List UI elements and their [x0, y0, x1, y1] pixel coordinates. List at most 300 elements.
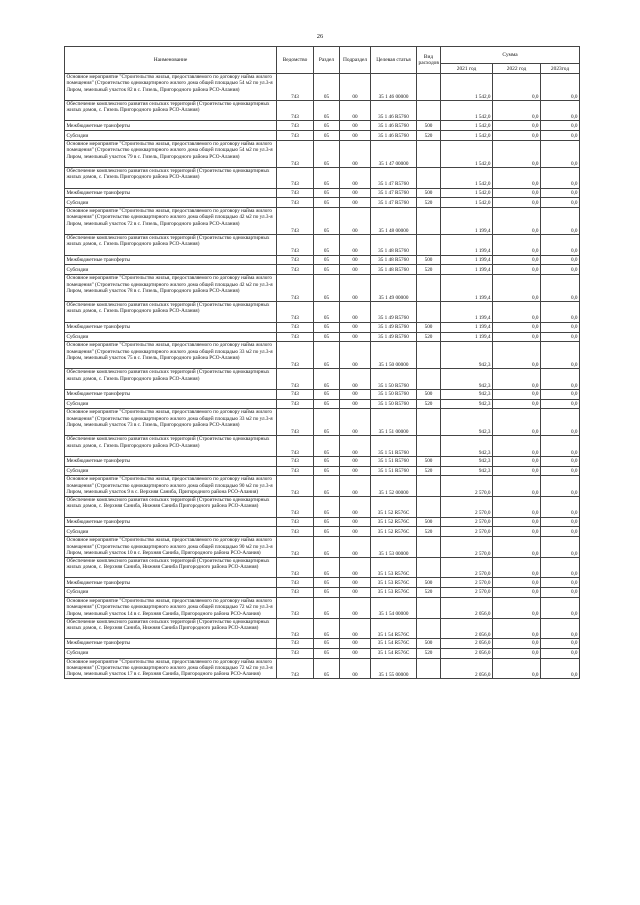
cell-2021: 1 199,4: [441, 302, 493, 323]
cell-2022: 0,0: [493, 389, 541, 399]
cell-target: 35 1 46 R5760: [371, 100, 417, 121]
cell-2021: 1 542,0: [441, 131, 493, 141]
cell-target: 35 1 53 R576C: [371, 557, 417, 578]
table-row: [65, 456, 580, 466]
cell-2023: 0,0: [541, 639, 580, 649]
cell-name: Основное мероприятие "Строительство жилья, предоставляемого по договору найма жилого помещения" (Строительство одноквартирного жилого дома общей площадью 72 м2 по ул.3-я Лиром, земельный участок 17 в с. Верхняя Саниба, Пригородного района РСО-Алания): [65, 658, 277, 679]
cell-section: 05: [314, 167, 340, 188]
cell-2021: 2 570,0: [441, 537, 493, 558]
cell-2022: 0,0: [493, 399, 541, 409]
table-row: [65, 578, 580, 588]
cell-dept: 743: [277, 527, 314, 537]
cell-subsection: 00: [340, 497, 371, 518]
cell-name: Межбюджетные трансферты: [65, 578, 277, 588]
cell-section: 05: [314, 255, 340, 265]
cell-name: Основное мероприятие "Строительство жилья, предоставляемого по договору найма жилого помещения" (Строительство одноквартирного жилого дома общей площадью 54 м2 по ул.3-я Лиром, земельный участок 79 в с. Гизель, Пригородного района РСО-Алания): [65, 141, 277, 168]
cell-dept: 743: [277, 517, 314, 527]
cell-2022: 0,0: [493, 618, 541, 639]
cell-target: 35 1 50 00000: [371, 342, 417, 369]
cell-section: 05: [314, 456, 340, 466]
cell-dept: 743: [277, 369, 314, 390]
cell-target: 35 1 47 R5760: [371, 198, 417, 208]
cell-expense-type: 500: [417, 255, 441, 265]
cell-expense-type: 500: [417, 456, 441, 466]
cell-dept: 743: [277, 557, 314, 578]
cell-name: Основное мероприятие "Строительство жилья, предоставляемого по договору найма жилого помещения" (Строительство одноквартирного жилого дома общей площадью 33 м2 по ул.3-я Лиром, земельный участок 73 в с. Гизель, Пригородного района РСО-Алания): [65, 409, 277, 436]
table-row: [65, 537, 580, 558]
cell-2022: 0,0: [493, 476, 541, 497]
table-row: [65, 131, 580, 141]
cell-expense-type: 520: [417, 198, 441, 208]
cell-target: 35 1 52 R576C: [371, 527, 417, 537]
cell-2022: 0,0: [493, 265, 541, 275]
cell-section: 05: [314, 131, 340, 141]
cell-expense-type: [417, 436, 441, 457]
cell-target: 35 1 49 R5760: [371, 302, 417, 323]
cell-target: 35 1 52 R576C: [371, 517, 417, 527]
cell-expense-type: [417, 658, 441, 679]
cell-2023: 0,0: [541, 275, 580, 302]
cell-section: 05: [314, 188, 340, 198]
cell-name: Обеспечение комплексного развития сельских территорий (Строительство одноквартирных жилых домов, с. Гизель Пригородного района РСО-Алания): [65, 369, 277, 390]
cell-expense-type: [417, 598, 441, 619]
cell-target: 35 1 50 R5760: [371, 369, 417, 390]
cell-expense-type: [417, 208, 441, 235]
cell-section: 05: [314, 332, 340, 342]
cell-subsection: 00: [340, 409, 371, 436]
cell-section: 05: [314, 527, 340, 537]
cell-2023: 0,0: [541, 466, 580, 476]
cell-2023: 0,0: [541, 141, 580, 168]
cell-2023: 0,0: [541, 527, 580, 537]
cell-dept: 743: [277, 322, 314, 332]
cell-dept: 743: [277, 74, 314, 101]
cell-2023: 0,0: [541, 302, 580, 323]
cell-2022: 0,0: [493, 369, 541, 390]
cell-2023: 0,0: [541, 198, 580, 208]
cell-dept: 743: [277, 198, 314, 208]
cell-name: Субсидии: [65, 131, 277, 141]
table-row: [65, 208, 580, 235]
cell-subsection: 00: [340, 456, 371, 466]
cell-2022: 0,0: [493, 188, 541, 198]
cell-section: 05: [314, 369, 340, 390]
cell-2022: 0,0: [493, 436, 541, 457]
page-number: 26: [316, 33, 324, 40]
cell-subsection: 00: [340, 436, 371, 457]
cell-section: 05: [314, 476, 340, 497]
cell-2021: 2 056,0: [441, 618, 493, 639]
header-2022: 2022 год: [493, 64, 541, 74]
cell-expense-type: [417, 342, 441, 369]
header-subsection: Подраздел: [340, 47, 371, 74]
table-row: [65, 188, 580, 198]
cell-target: 35 1 55 00000: [371, 658, 417, 679]
cell-dept: 743: [277, 389, 314, 399]
cell-2021: 2 570,0: [441, 517, 493, 527]
table-row: [65, 74, 580, 101]
cell-2021: 1 542,0: [441, 100, 493, 121]
cell-2022: 0,0: [493, 121, 541, 131]
cell-dept: 743: [277, 208, 314, 235]
cell-expense-type: 500: [417, 188, 441, 198]
budget-table: [64, 46, 580, 679]
cell-2021: 1 199,4: [441, 275, 493, 302]
cell-expense-type: 520: [417, 466, 441, 476]
cell-name: Обеспечение комплексного развития сельских территорий (Строительство одноквартирных жилых домов, с. Верхняя Саниба, Нижняя Саниба Пригородного района РСО-Алания): [65, 497, 277, 518]
table-row: [65, 100, 580, 121]
cell-2022: 0,0: [493, 131, 541, 141]
table-row: [65, 598, 580, 619]
cell-2023: 0,0: [541, 588, 580, 598]
cell-subsection: 00: [340, 322, 371, 332]
cell-dept: 743: [277, 456, 314, 466]
cell-2022: 0,0: [493, 456, 541, 466]
cell-2023: 0,0: [541, 121, 580, 131]
cell-name: Межбюджетные трансферты: [65, 389, 277, 399]
cell-2021: 2 056,0: [441, 649, 493, 659]
cell-subsection: 00: [340, 537, 371, 558]
cell-2022: 0,0: [493, 578, 541, 588]
cell-target: 35 1 51 R5760: [371, 456, 417, 466]
cell-2022: 0,0: [493, 100, 541, 121]
table-row: [65, 588, 580, 598]
cell-2022: 0,0: [493, 497, 541, 518]
header-row: [65, 47, 580, 64]
table-row: [65, 389, 580, 399]
cell-name: Обеспечение комплексного развития сельских территорий (Строительство одноквартирных жилых домов, с. Гизель Пригородного района РСО-Алания): [65, 235, 277, 256]
cell-name: Межбюджетные трансферты: [65, 188, 277, 198]
cell-section: 05: [314, 342, 340, 369]
cell-2023: 0,0: [541, 332, 580, 342]
cell-dept: 743: [277, 658, 314, 679]
cell-subsection: 00: [340, 74, 371, 101]
cell-2021: 2 570,0: [441, 588, 493, 598]
cell-dept: 743: [277, 332, 314, 342]
cell-subsection: 00: [340, 578, 371, 588]
table-row: [65, 476, 580, 497]
table-row: [65, 322, 580, 332]
cell-subsection: 00: [340, 302, 371, 323]
table-row: [65, 302, 580, 323]
cell-2023: 0,0: [541, 74, 580, 101]
table-body: [65, 74, 580, 679]
cell-2021: 942,3: [441, 342, 493, 369]
table-row: [65, 517, 580, 527]
cell-2023: 0,0: [541, 255, 580, 265]
cell-2021: 1 542,0: [441, 121, 493, 131]
cell-section: 05: [314, 74, 340, 101]
cell-expense-type: 520: [417, 265, 441, 275]
cell-2022: 0,0: [493, 537, 541, 558]
cell-2023: 0,0: [541, 342, 580, 369]
cell-2023: 0,0: [541, 476, 580, 497]
cell-target: 35 1 51 00000: [371, 409, 417, 436]
cell-dept: 743: [277, 100, 314, 121]
cell-2022: 0,0: [493, 302, 541, 323]
cell-dept: 743: [277, 639, 314, 649]
cell-2022: 0,0: [493, 322, 541, 332]
cell-section: 05: [314, 578, 340, 588]
cell-expense-type: [417, 618, 441, 639]
cell-name: Основное мероприятие "Строительство жилья, предоставляемого по договору найма жилого помещения" (Строительство одноквартирного жилого дома общей площадью 90 м2 по ул.3-я Лиром, земельный участок 9 в с. Верхняя Саниба, Пригородного района РСО-Алания): [65, 476, 277, 497]
cell-subsection: 00: [340, 399, 371, 409]
cell-subsection: 00: [340, 121, 371, 131]
cell-expense-type: [417, 74, 441, 101]
cell-target: 35 1 54 R576C: [371, 649, 417, 659]
cell-subsection: 00: [340, 639, 371, 649]
cell-2023: 0,0: [541, 649, 580, 659]
cell-target: 35 1 49 00000: [371, 275, 417, 302]
cell-2021: 1 542,0: [441, 74, 493, 101]
cell-target: 35 1 54 R576C: [371, 618, 417, 639]
cell-name: Основное мероприятие "Строительство жилья, предоставляемого по договору найма жилого помещения" (Строительство одноквартирного жилого дома общей площадью 33 м2 по ул.3-я Лиром, земельный участок 75 в с. Гизель, Пригородного района РСО-Алания): [65, 342, 277, 369]
cell-dept: 743: [277, 302, 314, 323]
cell-2021: 1 199,4: [441, 255, 493, 265]
cell-2021: 1 199,4: [441, 265, 493, 275]
header-target: Целевая статья: [371, 47, 417, 74]
cell-2021: 1 542,0: [441, 141, 493, 168]
cell-dept: 743: [277, 588, 314, 598]
cell-2022: 0,0: [493, 639, 541, 649]
header-name: Наименование: [65, 47, 277, 74]
cell-dept: 743: [277, 121, 314, 131]
cell-subsection: 00: [340, 342, 371, 369]
cell-name: Субсидии: [65, 588, 277, 598]
cell-target: 35 1 52 00000: [371, 476, 417, 497]
table-row: [65, 275, 580, 302]
cell-subsection: 00: [340, 235, 371, 256]
cell-2022: 0,0: [493, 527, 541, 537]
cell-section: 05: [314, 588, 340, 598]
cell-2023: 0,0: [541, 208, 580, 235]
cell-target: 35 1 47 R5760: [371, 188, 417, 198]
cell-2023: 0,0: [541, 409, 580, 436]
cell-dept: 743: [277, 255, 314, 265]
cell-2022: 0,0: [493, 74, 541, 101]
cell-expense-type: [417, 141, 441, 168]
cell-dept: 743: [277, 618, 314, 639]
cell-2021: 2 056,0: [441, 639, 493, 649]
cell-target: 35 1 48 R5760: [371, 235, 417, 256]
cell-2021: 2 056,0: [441, 598, 493, 619]
cell-expense-type: 500: [417, 639, 441, 649]
cell-2021: 1 199,4: [441, 322, 493, 332]
cell-name: Обеспечение комплексного развития сельских территорий (Строительство одноквартирных жилых домов, с. Гизель Пригородного района РСО-Алания): [65, 100, 277, 121]
cell-2021: 942,3: [441, 436, 493, 457]
cell-section: 05: [314, 639, 340, 649]
cell-target: 35 1 53 R576C: [371, 588, 417, 598]
cell-2022: 0,0: [493, 557, 541, 578]
cell-dept: 743: [277, 399, 314, 409]
table-row: [65, 121, 580, 131]
cell-section: 05: [314, 409, 340, 436]
cell-section: 05: [314, 389, 340, 399]
cell-target: 35 1 46 R5760: [371, 121, 417, 131]
cell-expense-type: [417, 100, 441, 121]
cell-2021: 1 199,4: [441, 208, 493, 235]
cell-expense-type: 520: [417, 527, 441, 537]
cell-dept: 743: [277, 649, 314, 659]
cell-name: Межбюджетные трансферты: [65, 456, 277, 466]
cell-name: Обеспечение комплексного развития сельских территорий (Строительство одноквартирных жилых домов, с. Верхняя Саниба, Нижняя Саниба Пригородного района РСО-Алания): [65, 618, 277, 639]
cell-target: 35 1 46 R5760: [371, 131, 417, 141]
table-row: [65, 265, 580, 275]
cell-subsection: 00: [340, 167, 371, 188]
cell-dept: 743: [277, 497, 314, 518]
cell-section: 05: [314, 537, 340, 558]
cell-name: Субсидии: [65, 527, 277, 537]
cell-2023: 0,0: [541, 100, 580, 121]
cell-subsection: 00: [340, 275, 371, 302]
cell-2021: 1 542,0: [441, 167, 493, 188]
cell-name: Основное мероприятие "Строительство жилья, предоставляемого по договору найма жилого помещения" (Строительство одноквартирного жилого дома общей площадью 72 м2 по ул.3-я Лиром, земельный участок 14 в с. Верхняя Саниба, Пригородного района РСО-Алания): [65, 598, 277, 619]
cell-subsection: 00: [340, 208, 371, 235]
cell-expense-type: 520: [417, 131, 441, 141]
cell-2021: 2 570,0: [441, 578, 493, 588]
cell-2021: 942,3: [441, 399, 493, 409]
cell-2022: 0,0: [493, 275, 541, 302]
cell-dept: 743: [277, 537, 314, 558]
cell-target: 35 1 51 R5760: [371, 436, 417, 457]
cell-name: Межбюджетные трансферты: [65, 517, 277, 527]
cell-target: 35 1 47 R5760: [371, 167, 417, 188]
cell-section: 05: [314, 658, 340, 679]
cell-target: 35 1 48 R5760: [371, 265, 417, 275]
cell-section: 05: [314, 208, 340, 235]
table-row: [65, 649, 580, 659]
cell-dept: 743: [277, 235, 314, 256]
cell-subsection: 00: [340, 188, 371, 198]
cell-2023: 0,0: [541, 658, 580, 679]
cell-2023: 0,0: [541, 557, 580, 578]
cell-dept: 743: [277, 598, 314, 619]
cell-subsection: 00: [340, 557, 371, 578]
cell-section: 05: [314, 399, 340, 409]
cell-2023: 0,0: [541, 265, 580, 275]
cell-expense-type: 520: [417, 588, 441, 598]
cell-name: Обеспечение комплексного развития сельских территорий (Строительство одноквартирных жилых домов, с. Верхняя Саниба, Нижняя Саниба Пригородного района РСО-Алания): [65, 557, 277, 578]
header-sum: Сумма: [441, 47, 580, 64]
cell-subsection: 00: [340, 389, 371, 399]
cell-dept: 743: [277, 436, 314, 457]
header-2021: 2021 год: [441, 64, 493, 74]
cell-dept: 743: [277, 409, 314, 436]
cell-2023: 0,0: [541, 322, 580, 332]
cell-section: 05: [314, 618, 340, 639]
table-row: [65, 332, 580, 342]
cell-subsection: 00: [340, 658, 371, 679]
cell-name: Субсидии: [65, 198, 277, 208]
cell-2023: 0,0: [541, 131, 580, 141]
cell-dept: 743: [277, 342, 314, 369]
cell-2021: 2 056,0: [441, 658, 493, 679]
table-row: [65, 436, 580, 457]
cell-2022: 0,0: [493, 167, 541, 188]
cell-subsection: 00: [340, 100, 371, 121]
cell-dept: 743: [277, 466, 314, 476]
cell-2023: 0,0: [541, 167, 580, 188]
cell-2021: 942,3: [441, 456, 493, 466]
cell-expense-type: 500: [417, 517, 441, 527]
cell-subsection: 00: [340, 517, 371, 527]
table-row: [65, 618, 580, 639]
cell-2022: 0,0: [493, 409, 541, 436]
cell-dept: 743: [277, 265, 314, 275]
cell-expense-type: [417, 537, 441, 558]
table-row: [65, 527, 580, 537]
cell-name: Обеспечение комплексного развития сельских территорий (Строительство одноквартирных жилых домов, с. Гизель Пригородного района РСО-Алания): [65, 436, 277, 457]
cell-subsection: 00: [340, 255, 371, 265]
cell-2022: 0,0: [493, 466, 541, 476]
cell-name: Субсидии: [65, 265, 277, 275]
cell-expense-type: 500: [417, 578, 441, 588]
cell-2021: 2 570,0: [441, 497, 493, 518]
cell-section: 05: [314, 235, 340, 256]
cell-dept: 743: [277, 141, 314, 168]
cell-expense-type: [417, 557, 441, 578]
cell-target: 35 1 48 00000: [371, 208, 417, 235]
cell-target: 35 1 46 00000: [371, 74, 417, 101]
cell-expense-type: [417, 302, 441, 323]
cell-2021: 1 199,4: [441, 332, 493, 342]
cell-section: 05: [314, 517, 340, 527]
cell-2022: 0,0: [493, 588, 541, 598]
cell-expense-type: [417, 409, 441, 436]
header-dept: Ведомство: [277, 47, 314, 74]
cell-2021: 942,3: [441, 409, 493, 436]
cell-target: 35 1 54 R576C: [371, 639, 417, 649]
table-row: [65, 557, 580, 578]
cell-name: Субсидии: [65, 466, 277, 476]
cell-2021: 1 542,0: [441, 198, 493, 208]
cell-subsection: 00: [340, 198, 371, 208]
cell-name: Межбюджетные трансферты: [65, 322, 277, 332]
table-row: [65, 369, 580, 390]
cell-expense-type: 520: [417, 399, 441, 409]
cell-name: Основное мероприятие "Строительство жилья, предоставляемого по договору найма жилого помещения" (Строительство одноквартирного жилого дома общей площадью 42 м2 по ул.3-я Лиром, земельный участок 78 в с. Гизель, Пригородного района РСО-Алания): [65, 275, 277, 302]
cell-target: 35 1 50 R5760: [371, 399, 417, 409]
cell-dept: 743: [277, 188, 314, 198]
cell-2022: 0,0: [493, 342, 541, 369]
cell-target: 35 1 53 R576C: [371, 578, 417, 588]
cell-name: Межбюджетные трансферты: [65, 639, 277, 649]
cell-subsection: 00: [340, 369, 371, 390]
cell-name: Субсидии: [65, 399, 277, 409]
cell-expense-type: 520: [417, 332, 441, 342]
cell-subsection: 00: [340, 131, 371, 141]
cell-subsection: 00: [340, 141, 371, 168]
cell-dept: 743: [277, 476, 314, 497]
cell-section: 05: [314, 497, 340, 518]
cell-target: 35 1 53 00000: [371, 537, 417, 558]
cell-subsection: 00: [340, 466, 371, 476]
cell-2022: 0,0: [493, 198, 541, 208]
cell-section: 05: [314, 436, 340, 457]
cell-expense-type: [417, 476, 441, 497]
cell-name: Основное мероприятие "Строительство жилья, предоставляемого по договору найма жилого помещения" (Строительство одноквартирного жилого дома общей площадью 42 м2 по ул.3-я Лиром, земельный участок 72 в с. Гизель, Пригородного района РСО-Алания): [65, 208, 277, 235]
cell-section: 05: [314, 121, 340, 131]
cell-expense-type: 500: [417, 121, 441, 131]
cell-name: Межбюджетные трансферты: [65, 255, 277, 265]
cell-name: Субсидии: [65, 649, 277, 659]
cell-2023: 0,0: [541, 578, 580, 588]
cell-expense-type: [417, 167, 441, 188]
cell-subsection: 00: [340, 598, 371, 619]
table-row: [65, 399, 580, 409]
cell-2021: 1 542,0: [441, 188, 493, 198]
cell-target: 35 1 50 R5760: [371, 389, 417, 399]
